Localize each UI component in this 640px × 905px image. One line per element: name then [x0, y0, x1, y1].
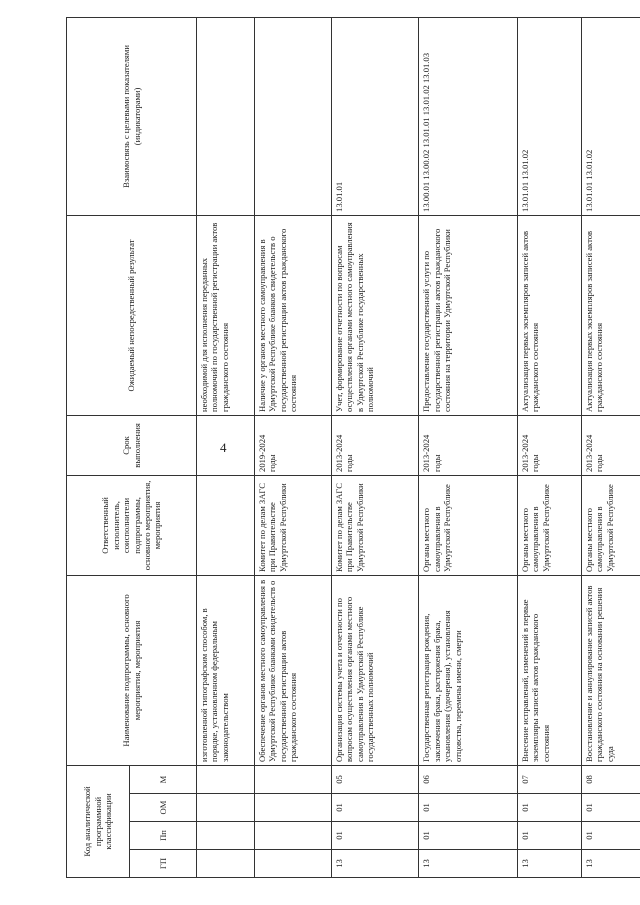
pp-header: Пп [130, 822, 197, 850]
gp-cell: 13 [419, 850, 517, 878]
name-cell: изготовленной типографским способом, в порядке, установленном федеральным законодательством [197, 575, 255, 765]
gp-cell: 13 [517, 850, 581, 878]
om-cell: 01 [419, 794, 517, 822]
name-cell: Внесение исправлений, изменений в первые экземпляры записей актов гражданского состояния [517, 575, 581, 765]
result-cell: необходимой для исполнения переданных полномочий по государственной регистрации актов гражданского состояния [197, 215, 255, 415]
indicators-header: Взаимосвязь с целевыми показателями (индикаторами) [67, 17, 197, 215]
table-row [581, 17, 640, 877]
program-measures-table [66, 17, 640, 878]
pp-cell: 01 [419, 822, 517, 850]
indicators-cell: 13.01.01 13.01.02 [517, 17, 581, 215]
executor-header: Ответственный исполнитель, соисполнители подпрограммы, основного мероприятия, мероприятия [67, 475, 197, 575]
m-cell [197, 765, 255, 793]
pp-cell: 01 [517, 822, 581, 850]
result-header: Ожидаемый непосредственный результат [67, 215, 197, 415]
table-row [517, 17, 581, 877]
om-cell [254, 794, 331, 822]
table-row [419, 17, 517, 877]
name-cell: Государственная регистрация рождения, заключения брака, расторжения брака, усыновления (удочерения), установления отцовства, перемены имени, смерти [419, 575, 517, 765]
pp-cell [254, 822, 331, 850]
m-header: М [130, 765, 197, 793]
table-row [254, 17, 331, 877]
executor-cell [197, 475, 255, 575]
indicators-cell: 13.00.01 13.00.02 13.01.01 13.01.02 13.01.03 [419, 17, 517, 215]
om-cell: 01 [517, 794, 581, 822]
gp-cell [197, 850, 255, 878]
term-cell: 2013-2024 годы [419, 415, 517, 475]
table-row [331, 17, 419, 877]
gp-cell: 13 [331, 850, 419, 878]
code-group-header: Код аналитической программной классификации [67, 765, 130, 877]
result-cell: Наличие у органов местного самоуправления в Удмуртской Республике бланков свидетельств о государственной регистрации актов гражданского состояния [254, 215, 331, 415]
pp-cell: 01 [331, 822, 419, 850]
name-cell: Обеспечение органов местного самоуправления в Удмуртской Республике бланками свидетельств о государственной регистрации актов гражданского состояния [254, 575, 331, 765]
term-cell: 2013-2024 годы [331, 415, 419, 475]
table-row [197, 17, 255, 877]
m-cell: 05 [331, 765, 419, 793]
om-cell: 01 [331, 794, 419, 822]
term-cell: 2013-2024 годы [581, 415, 640, 475]
executor-cell: Органы местного самоуправления в Удмуртской Республике [419, 475, 517, 575]
term-cell: 2013-2024 годы [517, 415, 581, 475]
page-number: 4 [220, 440, 227, 455]
gp-cell: 13 [581, 850, 640, 878]
indicators-cell [197, 17, 255, 215]
indicators-cell: 13.01.01 [331, 17, 419, 215]
term-header: Срок выполнения [67, 415, 197, 475]
name-cell: Организация системы учета и отчетности по вопросам осуществления органами местного самоуправления в Удмуртской Республике государственных полномочий [331, 575, 419, 765]
result-cell: Актуализация первых экземпляров записей актов гражданского состояния [517, 215, 581, 415]
name-header: Наименование подпрограммы, основного мероприятия, мероприятия [67, 575, 197, 765]
gp-cell [254, 850, 331, 878]
indicators-cell [254, 17, 331, 215]
indicators-cell: 13.01.01 13.01.02 [581, 17, 640, 215]
name-cell: Восстановление и аннулирование записей актов гражданского состояния на основании решения суда [581, 575, 640, 765]
result-cell: Учет, формирование отчетности по вопросам осуществления органами местного самоуправления в Удмуртской Республике государственных полномочий [331, 215, 419, 415]
m-cell: 08 [581, 765, 640, 793]
m-cell [254, 765, 331, 793]
result-cell: Актуализация первых экземпляров записей актов гражданского состояния [581, 215, 640, 415]
pp-cell: 01 [581, 822, 640, 850]
om-cell: 01 [581, 794, 640, 822]
rotated-table-container [66, 18, 640, 878]
executor-cell: Органы местного самоуправления в Удмуртской Республике [517, 475, 581, 575]
executor-cell: Органы местного самоуправления в Удмуртской Республике [581, 475, 640, 575]
term-cell: 2019-2024 годы [254, 415, 331, 475]
executor-cell: Комитет по делам ЗАГС при Правительстве Удмуртской Республики [331, 475, 419, 575]
term-cell [197, 415, 255, 475]
om-cell [197, 794, 255, 822]
gp-header: ГП [130, 850, 197, 878]
executor-cell: Комитет по делам ЗАГС при Правительстве Удмуртской Республики [254, 475, 331, 575]
m-cell: 07 [517, 765, 581, 793]
pp-cell [197, 822, 255, 850]
m-cell: 06 [419, 765, 517, 793]
result-cell: Предоставление государственной услуги по государственной регистрации актов гражданского состояния на территории Удмуртской Республики [419, 215, 517, 415]
om-header: ОМ [130, 794, 197, 822]
